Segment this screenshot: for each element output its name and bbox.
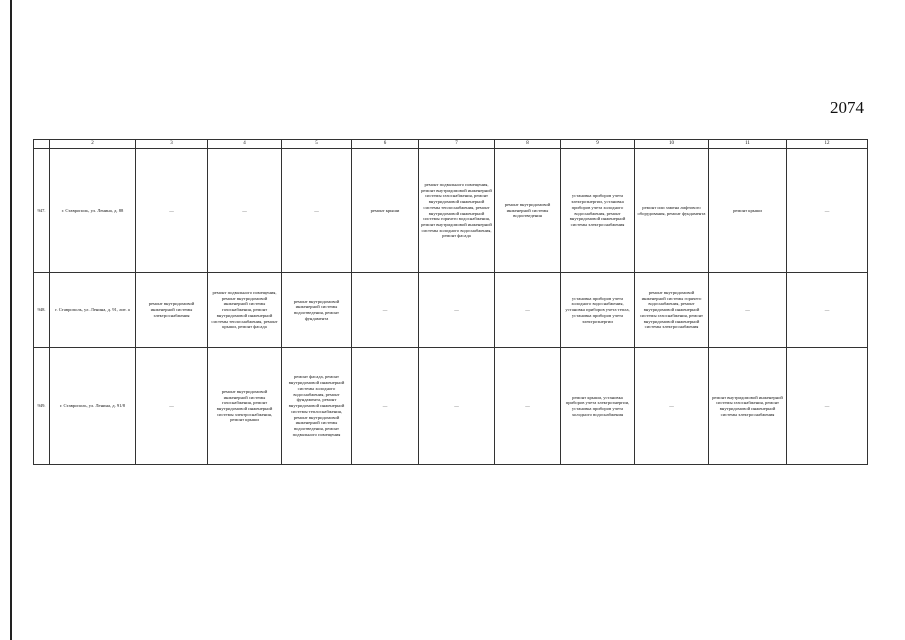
header-cell-empty xyxy=(34,140,50,149)
work-cell: ремонт или замена лифтового оборудования, ремонт фундамента xyxy=(635,149,709,273)
row-number: 949. xyxy=(34,348,50,465)
header-cell: 12 xyxy=(787,140,868,149)
work-cell: — xyxy=(352,348,419,465)
work-cell: ремонт крыши xyxy=(709,149,787,273)
work-cell: ремонт подвального помещения, ремонт внутридомовой инженерной системы газоснабжения, ремонт внутридомовой инженерной системы теплоснабжения, ремонт крыши, ремонт фасада xyxy=(208,273,282,348)
header-cell: 5 xyxy=(282,140,352,149)
row-number: 947. xyxy=(34,149,50,273)
work-cell: — xyxy=(495,273,561,348)
address-cell: г. Ставрополь, ул. Ленина, д. 91/8 xyxy=(50,348,136,465)
work-cell: — xyxy=(495,348,561,465)
header-cell: 4 xyxy=(208,140,282,149)
table-row xyxy=(34,348,868,465)
work-cell: ремонт подвального помещения, ремонт внутридомовой инженерной системы газоснабжения, ремонт внутридомовой инженерной системы теплоснабжения, ремонт внутридомовой инженерной системы горячего водоснабжения, ремонт внутридомовой инженерной системы холодного водоснабжения, ремонт фасада xyxy=(419,149,495,273)
work-cell: ремонт фасада, ремонт внутридомовой инженерной системы холодного водоснабжения, ремонт фундамента, ремонт внутридомовой инженерной системы теплоснабжения, ремонт внутридомовой инженерной системы водоотведения, ремонт подвального помещения xyxy=(282,348,352,465)
work-cell: ремонт внутридомовой инженерной системы электроснабжения xyxy=(136,273,208,348)
work-cell: — xyxy=(635,348,709,465)
work-cell: — xyxy=(136,348,208,465)
work-cell: — xyxy=(352,273,419,348)
work-cell: ремонт внутридомовой инженерной системы водоотведения xyxy=(495,149,561,273)
header-cell: 3 xyxy=(136,140,208,149)
header-cell: 9 xyxy=(561,140,635,149)
work-cell: ремонт внутридомовой инженерной системы горячего водоснабжения, ремонт внутридомовой инженерной системы газоснабжения, ремонт внутридомовой инженерной системы электроснабжения xyxy=(635,273,709,348)
work-cell: установка приборов учета электроэнергии, установка приборов учета холодного водоснабжения, ремонт внутридомовой инженерной системы электроснабжения xyxy=(561,149,635,273)
table-row xyxy=(34,149,868,273)
work-cell: ремонт внутридомовой инженерной системы газоснабжения, ремонт внутридомовой инженерной системы электроснабжения, ремонт крыши xyxy=(208,348,282,465)
address-cell: г. Ставрополь, ул. Ленина, д. 91, лит. а xyxy=(50,273,136,348)
work-cell: ремонт внутридомовой инженерной системы газоснабжения, ремонт внутридомовой инженерной системы электроснабжения xyxy=(709,348,787,465)
work-cell: ремонт крыши, установка приборов учета электроэнергии, установка приборов учета холодного водоснабжения xyxy=(561,348,635,465)
header-cell: 6 xyxy=(352,140,419,149)
row-number: 948. xyxy=(34,273,50,348)
header-cell: 11 xyxy=(709,140,787,149)
header-cell: 7 xyxy=(419,140,495,149)
header-cell: 2 xyxy=(50,140,136,149)
page-number: 2074 xyxy=(830,98,864,117)
work-cell: установка приборов учета холодного водоснабжения, установка приборов учета тепла, установка приборов учета электроэнергии xyxy=(561,273,635,348)
page-left-border xyxy=(10,0,12,640)
work-cell: — xyxy=(419,348,495,465)
repair-schedule-table xyxy=(33,139,868,465)
work-cell: — xyxy=(787,273,868,348)
work-cell: — xyxy=(282,149,352,273)
address-cell: г. Ставрополь, ул. Ленина, д. 88 xyxy=(50,149,136,273)
column-number-row xyxy=(34,140,868,149)
work-cell: — xyxy=(787,149,868,273)
work-cell: ремонт крыши xyxy=(352,149,419,273)
work-cell: ремонт внутридомовой инженерной системы водоотведения, ремонт фундамента xyxy=(282,273,352,348)
work-cell: — xyxy=(419,273,495,348)
work-cell: — xyxy=(208,149,282,273)
table-row xyxy=(34,273,868,348)
work-cell: — xyxy=(136,149,208,273)
header-cell: 10 xyxy=(635,140,709,149)
work-cell: — xyxy=(709,273,787,348)
header-cell: 8 xyxy=(495,140,561,149)
work-cell: — xyxy=(787,348,868,465)
